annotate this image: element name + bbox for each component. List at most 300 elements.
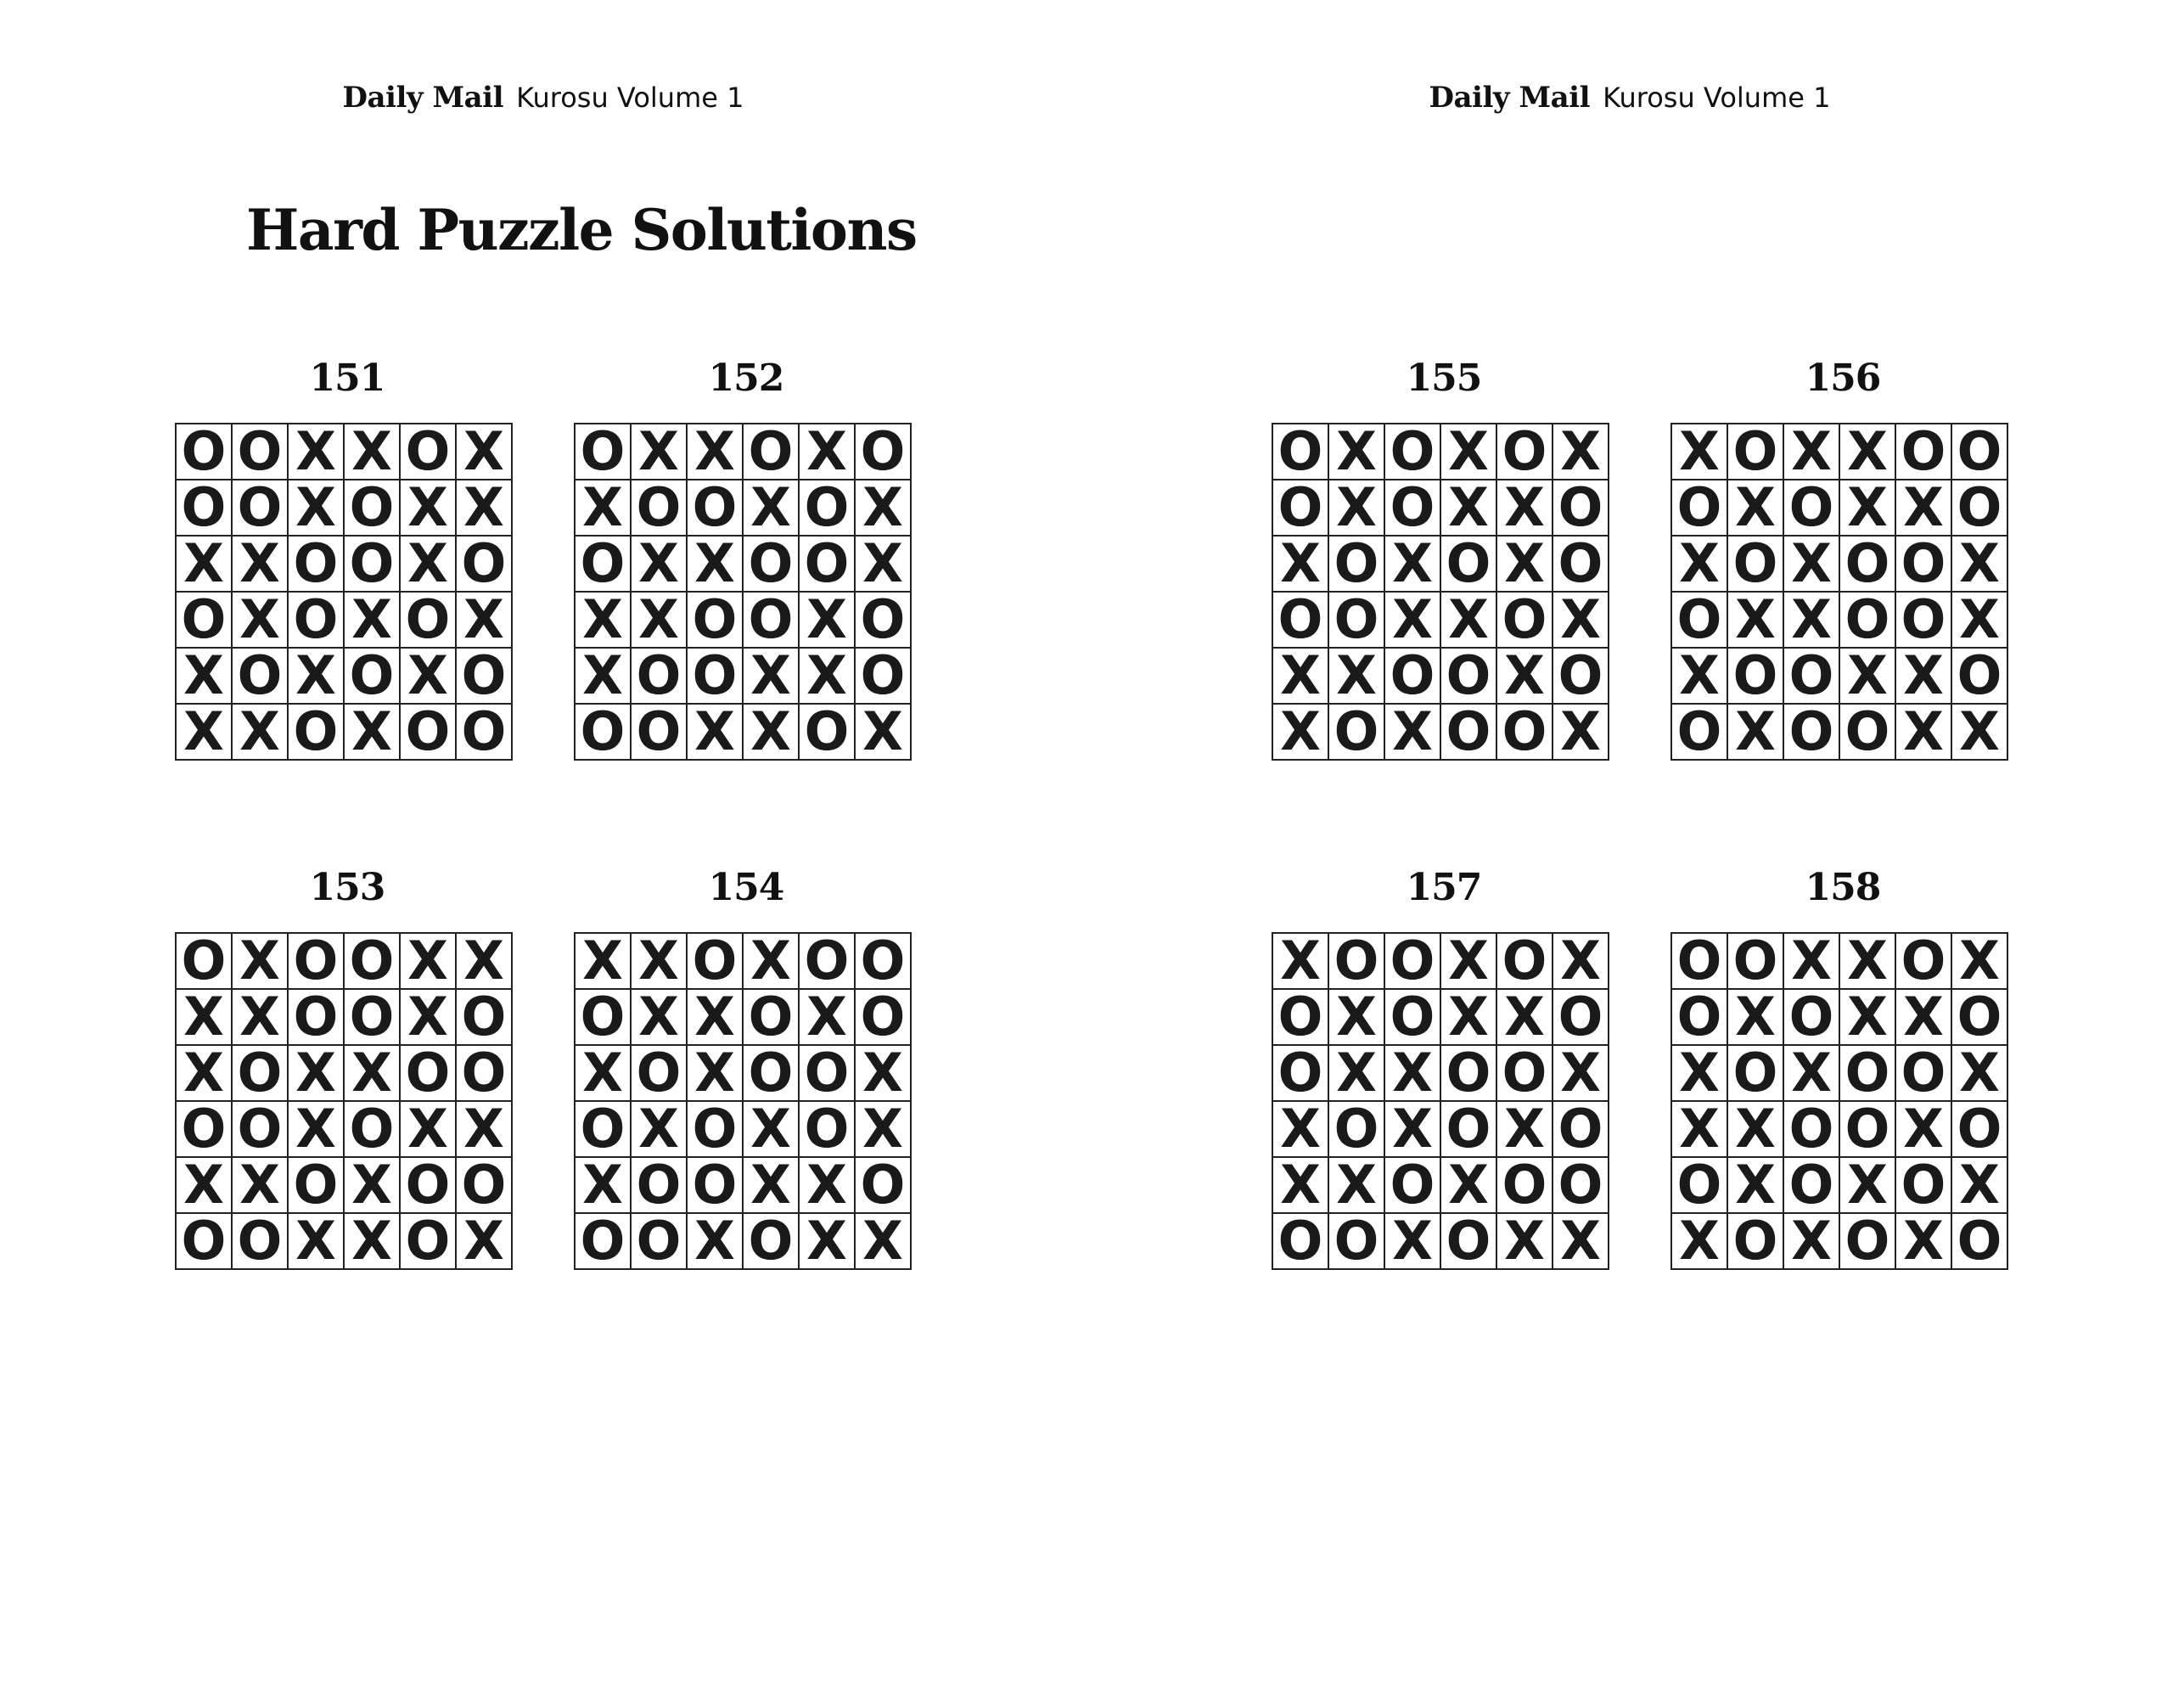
grid-cell: X bbox=[1553, 593, 1609, 649]
solution-grid bbox=[574, 932, 912, 1270]
grid-cell: O bbox=[1329, 705, 1385, 761]
grid-cell: O bbox=[1728, 537, 1784, 593]
grid-cell: O bbox=[576, 424, 632, 480]
grid-cell: O bbox=[457, 1158, 513, 1214]
puzzle-solution bbox=[1670, 864, 2015, 1272]
grid-cell: O bbox=[401, 593, 457, 649]
grid-cell: X bbox=[457, 1214, 513, 1270]
grid-cell: X bbox=[177, 705, 233, 761]
grid-cell: O bbox=[856, 990, 912, 1046]
grid-cell: O bbox=[1273, 480, 1329, 537]
grid-cell: X bbox=[632, 593, 688, 649]
grid-cell: O bbox=[1672, 593, 1728, 649]
grid-cell: X bbox=[233, 705, 289, 761]
grid-cell: X bbox=[1329, 424, 1385, 480]
grid-cell: X bbox=[1553, 934, 1609, 990]
grid-cell: X bbox=[1952, 537, 2008, 593]
grid-cell: X bbox=[289, 480, 345, 537]
grid-cell: O bbox=[1553, 480, 1609, 537]
grid-cell: O bbox=[177, 424, 233, 480]
grid-cell: O bbox=[576, 537, 632, 593]
grid-cell: X bbox=[1553, 1046, 1609, 1102]
grid-cell: O bbox=[1497, 934, 1553, 990]
grid-cell: O bbox=[688, 649, 744, 705]
grid-cell: X bbox=[1273, 1158, 1329, 1214]
grid-cell: X bbox=[1840, 934, 1896, 990]
grid-cell: X bbox=[345, 705, 401, 761]
page-title: Hard Puzzle Solutions bbox=[246, 197, 917, 263]
grid-cell: X bbox=[401, 1102, 457, 1158]
grid-cell: X bbox=[1840, 1158, 1896, 1214]
grid-cell: O bbox=[1728, 649, 1784, 705]
grid-cell: O bbox=[1441, 705, 1497, 761]
grid-cell: X bbox=[1385, 593, 1441, 649]
grid-cell: X bbox=[1553, 1214, 1609, 1270]
grid-cell: X bbox=[1329, 1158, 1385, 1214]
grid-cell: X bbox=[401, 990, 457, 1046]
puzzle-number: 158 bbox=[1805, 866, 1881, 909]
grid-cell: O bbox=[1497, 1046, 1553, 1102]
grid-cell: X bbox=[177, 1046, 233, 1102]
grid-cell: X bbox=[632, 424, 688, 480]
grid-cell: O bbox=[1273, 1046, 1329, 1102]
puzzle-solution bbox=[175, 355, 519, 762]
grid-cell: X bbox=[744, 480, 800, 537]
grid-cell: O bbox=[856, 593, 912, 649]
grid-cell: O bbox=[1728, 934, 1784, 990]
grid-cell: X bbox=[744, 1158, 800, 1214]
grid-cell: O bbox=[632, 705, 688, 761]
grid-cell: X bbox=[1329, 480, 1385, 537]
grid-cell: O bbox=[457, 537, 513, 593]
solution-grid bbox=[1272, 420, 1609, 762]
grid-cell: O bbox=[1329, 934, 1385, 990]
grid-cell: X bbox=[1896, 705, 1952, 761]
grid-cell: O bbox=[744, 593, 800, 649]
grid-cell: X bbox=[688, 424, 744, 480]
grid-cell: O bbox=[1441, 1102, 1497, 1158]
grid-cell: O bbox=[1672, 990, 1728, 1046]
grid-cell: X bbox=[177, 537, 233, 593]
grid-cell: X bbox=[401, 649, 457, 705]
grid-cell: O bbox=[1553, 1102, 1609, 1158]
grid-cell: X bbox=[457, 424, 513, 480]
book-title: Kurosu Volume 1 bbox=[516, 81, 744, 114]
grid-cell: X bbox=[1728, 480, 1784, 537]
grid-cell: X bbox=[744, 649, 800, 705]
grid-cell: O bbox=[1497, 1158, 1553, 1214]
grid-cell: O bbox=[401, 1214, 457, 1270]
grid-cell: O bbox=[744, 1214, 800, 1270]
grid-cell: O bbox=[1728, 424, 1784, 480]
grid-cell: X bbox=[1273, 537, 1329, 593]
grid-cell: X bbox=[1784, 934, 1840, 990]
grid-cell: X bbox=[1273, 649, 1329, 705]
grid-cell: O bbox=[1952, 480, 2008, 537]
grid-cell: X bbox=[632, 537, 688, 593]
grid-cell: O bbox=[1952, 1102, 2008, 1158]
grid-cell: X bbox=[1896, 649, 1952, 705]
grid-cell: O bbox=[688, 1102, 744, 1158]
grid-cell: O bbox=[289, 593, 345, 649]
grid-cell: X bbox=[800, 990, 856, 1046]
grid-cell: X bbox=[1441, 424, 1497, 480]
grid-cell: X bbox=[233, 593, 289, 649]
grid-cell: X bbox=[1672, 1102, 1728, 1158]
grid-cell: X bbox=[1896, 1102, 1952, 1158]
grid-cell: O bbox=[1896, 1046, 1952, 1102]
solution-grid bbox=[1670, 932, 2008, 1270]
grid-cell: X bbox=[1441, 990, 1497, 1046]
grid-cell: X bbox=[1952, 1046, 2008, 1102]
grid-cell: X bbox=[576, 934, 632, 990]
grid-cell: O bbox=[233, 480, 289, 537]
grid-cell: X bbox=[1952, 705, 2008, 761]
grid-cell: X bbox=[856, 1046, 912, 1102]
grid-cell: O bbox=[576, 990, 632, 1046]
grid-cell: X bbox=[177, 990, 233, 1046]
grid-cell: O bbox=[856, 934, 912, 990]
grid-cell: X bbox=[632, 1102, 688, 1158]
grid-cell: X bbox=[688, 990, 744, 1046]
grid-cell: X bbox=[401, 934, 457, 990]
grid-cell: X bbox=[345, 424, 401, 480]
grid-cell: X bbox=[1441, 934, 1497, 990]
grid-cell: O bbox=[1784, 480, 1840, 537]
grid-cell: X bbox=[800, 1214, 856, 1270]
grid-cell: X bbox=[401, 537, 457, 593]
grid-cell: X bbox=[1497, 1214, 1553, 1270]
grid-cell: O bbox=[345, 537, 401, 593]
grid-cell: X bbox=[1329, 649, 1385, 705]
grid-cell: X bbox=[289, 1046, 345, 1102]
grid-cell: O bbox=[1952, 649, 2008, 705]
grid-cell: O bbox=[1672, 1158, 1728, 1214]
grid-cell: X bbox=[688, 537, 744, 593]
grid-cell: O bbox=[177, 593, 233, 649]
grid-cell: X bbox=[345, 1046, 401, 1102]
book-title: Kurosu Volume 1 bbox=[1603, 81, 1831, 114]
grid-cell: O bbox=[1840, 1214, 1896, 1270]
grid-cell: O bbox=[800, 705, 856, 761]
grid-cell: X bbox=[856, 537, 912, 593]
brand-logo: Daily Mail bbox=[1429, 80, 1590, 115]
grid-cell: O bbox=[856, 1158, 912, 1214]
grid-cell: X bbox=[1273, 934, 1329, 990]
grid-cell: X bbox=[1441, 480, 1497, 537]
grid-cell: X bbox=[800, 593, 856, 649]
grid-cell: O bbox=[401, 1046, 457, 1102]
grid-cell: O bbox=[177, 1214, 233, 1270]
grid-cell: X bbox=[1952, 593, 2008, 649]
grid-cell: O bbox=[688, 1158, 744, 1214]
grid-cell: X bbox=[289, 1102, 345, 1158]
grid-cell: O bbox=[1273, 593, 1329, 649]
grid-cell: O bbox=[800, 480, 856, 537]
grid-cell: X bbox=[401, 480, 457, 537]
grid-cell: X bbox=[1385, 705, 1441, 761]
grid-cell: X bbox=[1840, 480, 1896, 537]
grid-cell: O bbox=[1273, 424, 1329, 480]
grid-cell: O bbox=[1553, 537, 1609, 593]
grid-cell: X bbox=[1497, 537, 1553, 593]
grid-cell: O bbox=[632, 649, 688, 705]
grid-cell: X bbox=[1672, 1214, 1728, 1270]
grid-cell: O bbox=[632, 480, 688, 537]
grid-cell: O bbox=[1441, 1214, 1497, 1270]
grid-cell: X bbox=[289, 1214, 345, 1270]
grid-cell: X bbox=[744, 934, 800, 990]
running-head bbox=[1086, 78, 2173, 116]
grid-cell: O bbox=[1840, 1102, 1896, 1158]
grid-cell: O bbox=[1896, 424, 1952, 480]
grid-cell: O bbox=[1497, 705, 1553, 761]
grid-cell: X bbox=[632, 990, 688, 1046]
grid-cell: X bbox=[744, 705, 800, 761]
left-page bbox=[0, 0, 1086, 1708]
grid-cell: X bbox=[1896, 480, 1952, 537]
grid-cell: X bbox=[1728, 1102, 1784, 1158]
grid-cell: X bbox=[800, 649, 856, 705]
grid-cell: O bbox=[1385, 480, 1441, 537]
puzzle-number: 156 bbox=[1805, 357, 1881, 400]
grid-cell: X bbox=[1784, 1046, 1840, 1102]
grid-cell: O bbox=[1896, 1158, 1952, 1214]
grid-cell: O bbox=[289, 537, 345, 593]
grid-cell: O bbox=[576, 1102, 632, 1158]
puzzle-solution bbox=[1670, 355, 2015, 762]
grid-cell: O bbox=[1329, 537, 1385, 593]
puzzle-number: 154 bbox=[708, 866, 784, 909]
grid-cell: X bbox=[1672, 424, 1728, 480]
puzzle-solution bbox=[1272, 864, 1616, 1272]
grid-cell: O bbox=[233, 1046, 289, 1102]
grid-cell: O bbox=[688, 480, 744, 537]
puzzle-number: 152 bbox=[708, 357, 784, 400]
grid-cell: O bbox=[1840, 593, 1896, 649]
grid-cell: O bbox=[1784, 990, 1840, 1046]
grid-cell: O bbox=[289, 705, 345, 761]
grid-cell: X bbox=[1784, 593, 1840, 649]
grid-cell: X bbox=[576, 649, 632, 705]
grid-cell: O bbox=[457, 649, 513, 705]
grid-cell: O bbox=[1896, 593, 1952, 649]
grid-cell: X bbox=[1329, 1046, 1385, 1102]
grid-cell: X bbox=[576, 1158, 632, 1214]
grid-cell: O bbox=[1385, 990, 1441, 1046]
grid-cell: X bbox=[457, 1102, 513, 1158]
grid-cell: O bbox=[233, 424, 289, 480]
grid-cell: X bbox=[1273, 705, 1329, 761]
grid-cell: X bbox=[1329, 990, 1385, 1046]
running-head bbox=[0, 78, 1086, 116]
grid-cell: X bbox=[1840, 424, 1896, 480]
right-page bbox=[1086, 0, 2173, 1708]
grid-cell: O bbox=[1441, 1046, 1497, 1102]
solution-grid bbox=[1272, 932, 1609, 1270]
grid-cell: X bbox=[800, 424, 856, 480]
grid-cell: O bbox=[744, 537, 800, 593]
solution-grid bbox=[175, 420, 513, 762]
grid-cell: O bbox=[800, 537, 856, 593]
grid-cell: O bbox=[1497, 424, 1553, 480]
grid-cell: O bbox=[1553, 990, 1609, 1046]
grid-cell: O bbox=[744, 424, 800, 480]
grid-cell: X bbox=[1784, 424, 1840, 480]
grid-cell: X bbox=[1385, 537, 1441, 593]
grid-cell: O bbox=[457, 990, 513, 1046]
grid-cell: X bbox=[688, 1214, 744, 1270]
grid-cell: O bbox=[233, 1102, 289, 1158]
grid-cell: X bbox=[1441, 593, 1497, 649]
grid-cell: O bbox=[800, 1046, 856, 1102]
grid-cell: X bbox=[1728, 705, 1784, 761]
grid-cell: X bbox=[1952, 1158, 2008, 1214]
grid-cell: O bbox=[1553, 1158, 1609, 1214]
grid-cell: O bbox=[1672, 705, 1728, 761]
grid-cell: O bbox=[1329, 593, 1385, 649]
grid-cell: X bbox=[1952, 934, 2008, 990]
grid-cell: O bbox=[856, 649, 912, 705]
grid-cell: X bbox=[856, 705, 912, 761]
grid-cell: X bbox=[1728, 1158, 1784, 1214]
grid-cell: X bbox=[744, 1102, 800, 1158]
puzzle-number: 155 bbox=[1406, 357, 1482, 400]
grid-cell: X bbox=[1728, 990, 1784, 1046]
grid-cell: X bbox=[1497, 480, 1553, 537]
grid-cell: X bbox=[1672, 649, 1728, 705]
solution-grid bbox=[574, 420, 912, 762]
grid-cell: O bbox=[177, 480, 233, 537]
puzzle-solution bbox=[1272, 355, 1616, 762]
grid-cell: O bbox=[632, 1158, 688, 1214]
puzzle-number: 153 bbox=[309, 866, 385, 909]
grid-cell: O bbox=[177, 1102, 233, 1158]
grid-cell: O bbox=[1728, 1214, 1784, 1270]
grid-cell: O bbox=[401, 424, 457, 480]
grid-cell: O bbox=[744, 990, 800, 1046]
grid-cell: X bbox=[1784, 537, 1840, 593]
grid-cell: X bbox=[1728, 593, 1784, 649]
grid-cell: O bbox=[457, 705, 513, 761]
grid-cell: O bbox=[1784, 1158, 1840, 1214]
grid-cell: X bbox=[576, 1046, 632, 1102]
grid-cell: X bbox=[1441, 1158, 1497, 1214]
grid-cell: O bbox=[1840, 705, 1896, 761]
grid-cell: X bbox=[345, 1214, 401, 1270]
grid-cell: O bbox=[1672, 934, 1728, 990]
grid-cell: X bbox=[1385, 1214, 1441, 1270]
puzzle-solution bbox=[574, 864, 918, 1272]
grid-cell: O bbox=[345, 990, 401, 1046]
grid-cell: O bbox=[1952, 990, 2008, 1046]
grid-cell: O bbox=[1553, 649, 1609, 705]
puzzle-number: 151 bbox=[309, 357, 385, 400]
grid-cell: X bbox=[1497, 990, 1553, 1046]
grid-cell: X bbox=[1840, 649, 1896, 705]
grid-cell: O bbox=[1840, 1046, 1896, 1102]
grid-cell: O bbox=[1896, 934, 1952, 990]
puzzle-solution bbox=[574, 355, 918, 762]
grid-cell: O bbox=[576, 705, 632, 761]
grid-cell: X bbox=[688, 1046, 744, 1102]
grid-cell: O bbox=[744, 1046, 800, 1102]
grid-cell: O bbox=[1784, 649, 1840, 705]
grid-cell: X bbox=[576, 593, 632, 649]
grid-cell: X bbox=[1672, 537, 1728, 593]
solution-grid bbox=[175, 932, 513, 1270]
grid-cell: O bbox=[177, 934, 233, 990]
grid-cell: X bbox=[289, 424, 345, 480]
grid-cell: O bbox=[289, 934, 345, 990]
grid-cell: O bbox=[1840, 537, 1896, 593]
grid-cell: O bbox=[345, 649, 401, 705]
grid-cell: O bbox=[233, 1214, 289, 1270]
grid-cell: X bbox=[1896, 990, 1952, 1046]
grid-cell: O bbox=[233, 649, 289, 705]
grid-cell: O bbox=[1952, 1214, 2008, 1270]
grid-cell: O bbox=[1329, 1102, 1385, 1158]
grid-cell: O bbox=[401, 705, 457, 761]
grid-cell: O bbox=[1273, 990, 1329, 1046]
grid-cell: X bbox=[289, 649, 345, 705]
grid-cell: X bbox=[632, 934, 688, 990]
grid-cell: X bbox=[457, 593, 513, 649]
grid-cell: O bbox=[1385, 1158, 1441, 1214]
grid-cell: O bbox=[345, 480, 401, 537]
grid-cell: X bbox=[1385, 1046, 1441, 1102]
grid-cell: O bbox=[401, 1158, 457, 1214]
grid-cell: O bbox=[1497, 593, 1553, 649]
grid-cell: X bbox=[457, 480, 513, 537]
grid-cell: X bbox=[856, 480, 912, 537]
grid-cell: O bbox=[800, 934, 856, 990]
grid-cell: O bbox=[1385, 649, 1441, 705]
grid-cell: O bbox=[289, 1158, 345, 1214]
puzzle-number: 157 bbox=[1406, 866, 1482, 909]
grid-cell: X bbox=[1840, 990, 1896, 1046]
grid-cell: O bbox=[1385, 424, 1441, 480]
grid-cell: X bbox=[1273, 1102, 1329, 1158]
grid-cell: X bbox=[1896, 1214, 1952, 1270]
grid-cell: X bbox=[1784, 1214, 1840, 1270]
grid-cell: X bbox=[457, 934, 513, 990]
grid-cell: O bbox=[576, 1214, 632, 1270]
grid-cell: O bbox=[1784, 1102, 1840, 1158]
grid-cell: O bbox=[1952, 424, 2008, 480]
grid-cell: X bbox=[856, 1102, 912, 1158]
solution-grid bbox=[1670, 420, 2008, 762]
grid-cell: O bbox=[1385, 934, 1441, 990]
grid-cell: X bbox=[233, 1158, 289, 1214]
grid-cell: X bbox=[1497, 649, 1553, 705]
grid-cell: O bbox=[688, 593, 744, 649]
grid-cell: X bbox=[233, 934, 289, 990]
grid-cell: O bbox=[632, 1046, 688, 1102]
grid-cell: X bbox=[576, 480, 632, 537]
grid-cell: X bbox=[1385, 1102, 1441, 1158]
grid-cell: O bbox=[632, 1214, 688, 1270]
grid-cell: O bbox=[1896, 537, 1952, 593]
grid-cell: O bbox=[1728, 1046, 1784, 1102]
grid-cell: X bbox=[856, 1214, 912, 1270]
grid-cell: X bbox=[688, 705, 744, 761]
grid-cell: X bbox=[177, 1158, 233, 1214]
grid-cell: O bbox=[1329, 1214, 1385, 1270]
grid-cell: X bbox=[1553, 424, 1609, 480]
grid-cell: X bbox=[177, 649, 233, 705]
grid-cell: O bbox=[289, 990, 345, 1046]
